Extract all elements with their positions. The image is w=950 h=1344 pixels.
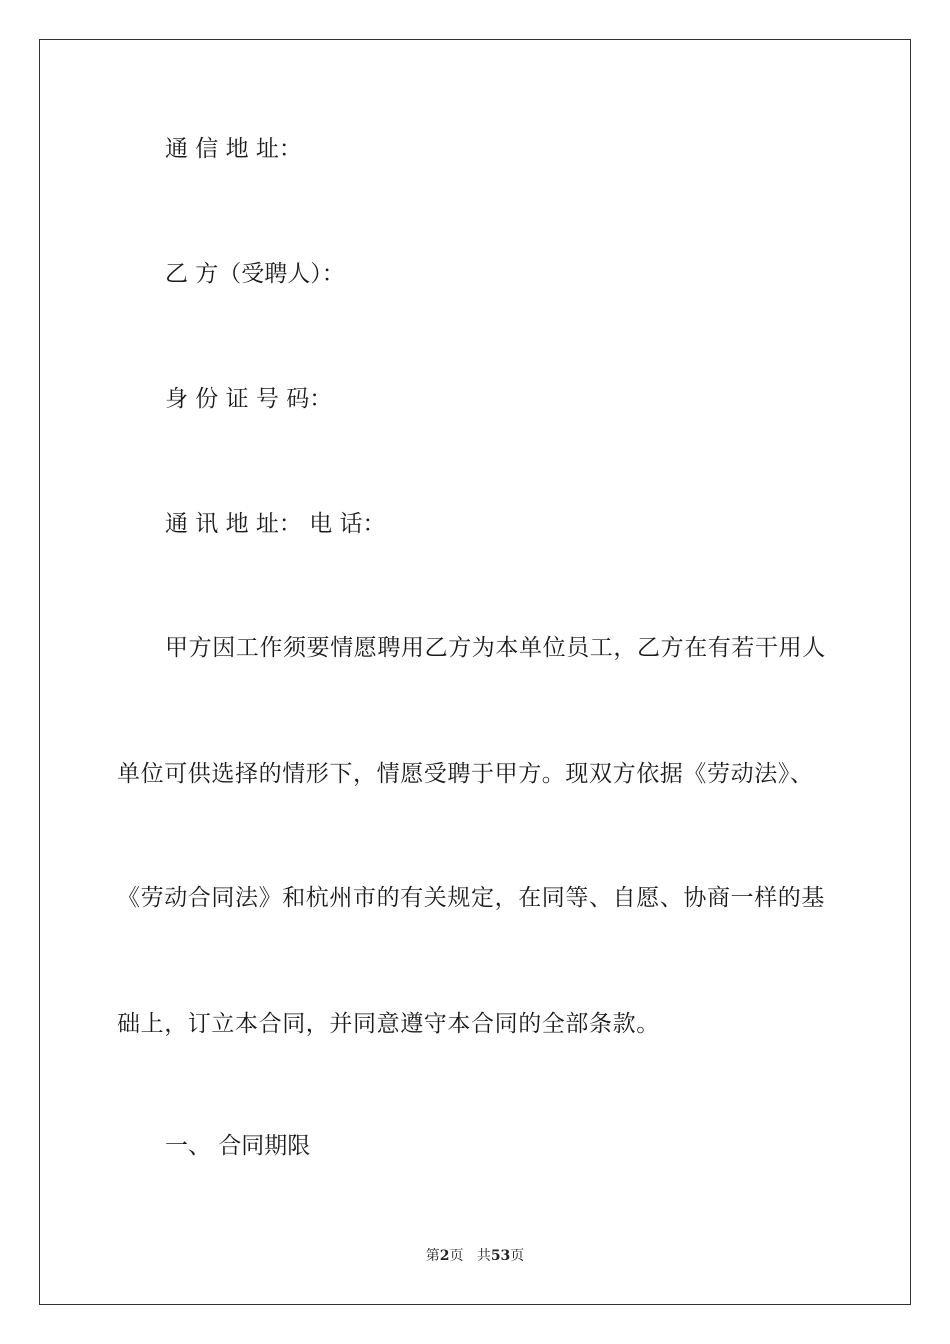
- page-footer: [0, 1247, 950, 1265]
- contact-address-phone-label: 通 讯 地 址： 电 话：: [165, 511, 386, 537]
- footer-page-unit: 页: [449, 1248, 464, 1264]
- mailing-address-label: 通 信 地 址：: [165, 136, 302, 162]
- footer-page-prefix: 第: [425, 1248, 440, 1264]
- footer-total-pages: 53: [490, 1248, 511, 1264]
- paragraph-line-4: 础上，订立本合同，并同意遵守本合同的全部条款。: [117, 1011, 660, 1037]
- paragraph-line-3: 《劳动合同法》和杭州市的有关规定，在同等、自愿、协商一样的基: [117, 885, 825, 911]
- party-b-label: 乙 方（受聘人）：: [165, 261, 345, 287]
- page-border: [39, 39, 911, 1305]
- paragraph-line-2: 单位可供选择的情形下，情愿受聘于甲方。现双方依据《劳动法》、: [117, 761, 814, 787]
- footer-total-unit: 页: [510, 1248, 525, 1264]
- section-heading-contract-term: 一、 合同期限: [165, 1133, 311, 1159]
- id-number-label: 身 份 证 号 码：: [165, 386, 333, 412]
- paragraph-line-1: 甲方因工作须要情愿聘用乙方为本单位员工，乙方在有若干用人: [165, 635, 826, 661]
- footer-total-prefix: 共: [476, 1248, 491, 1264]
- footer-page-number: 2: [439, 1248, 450, 1264]
